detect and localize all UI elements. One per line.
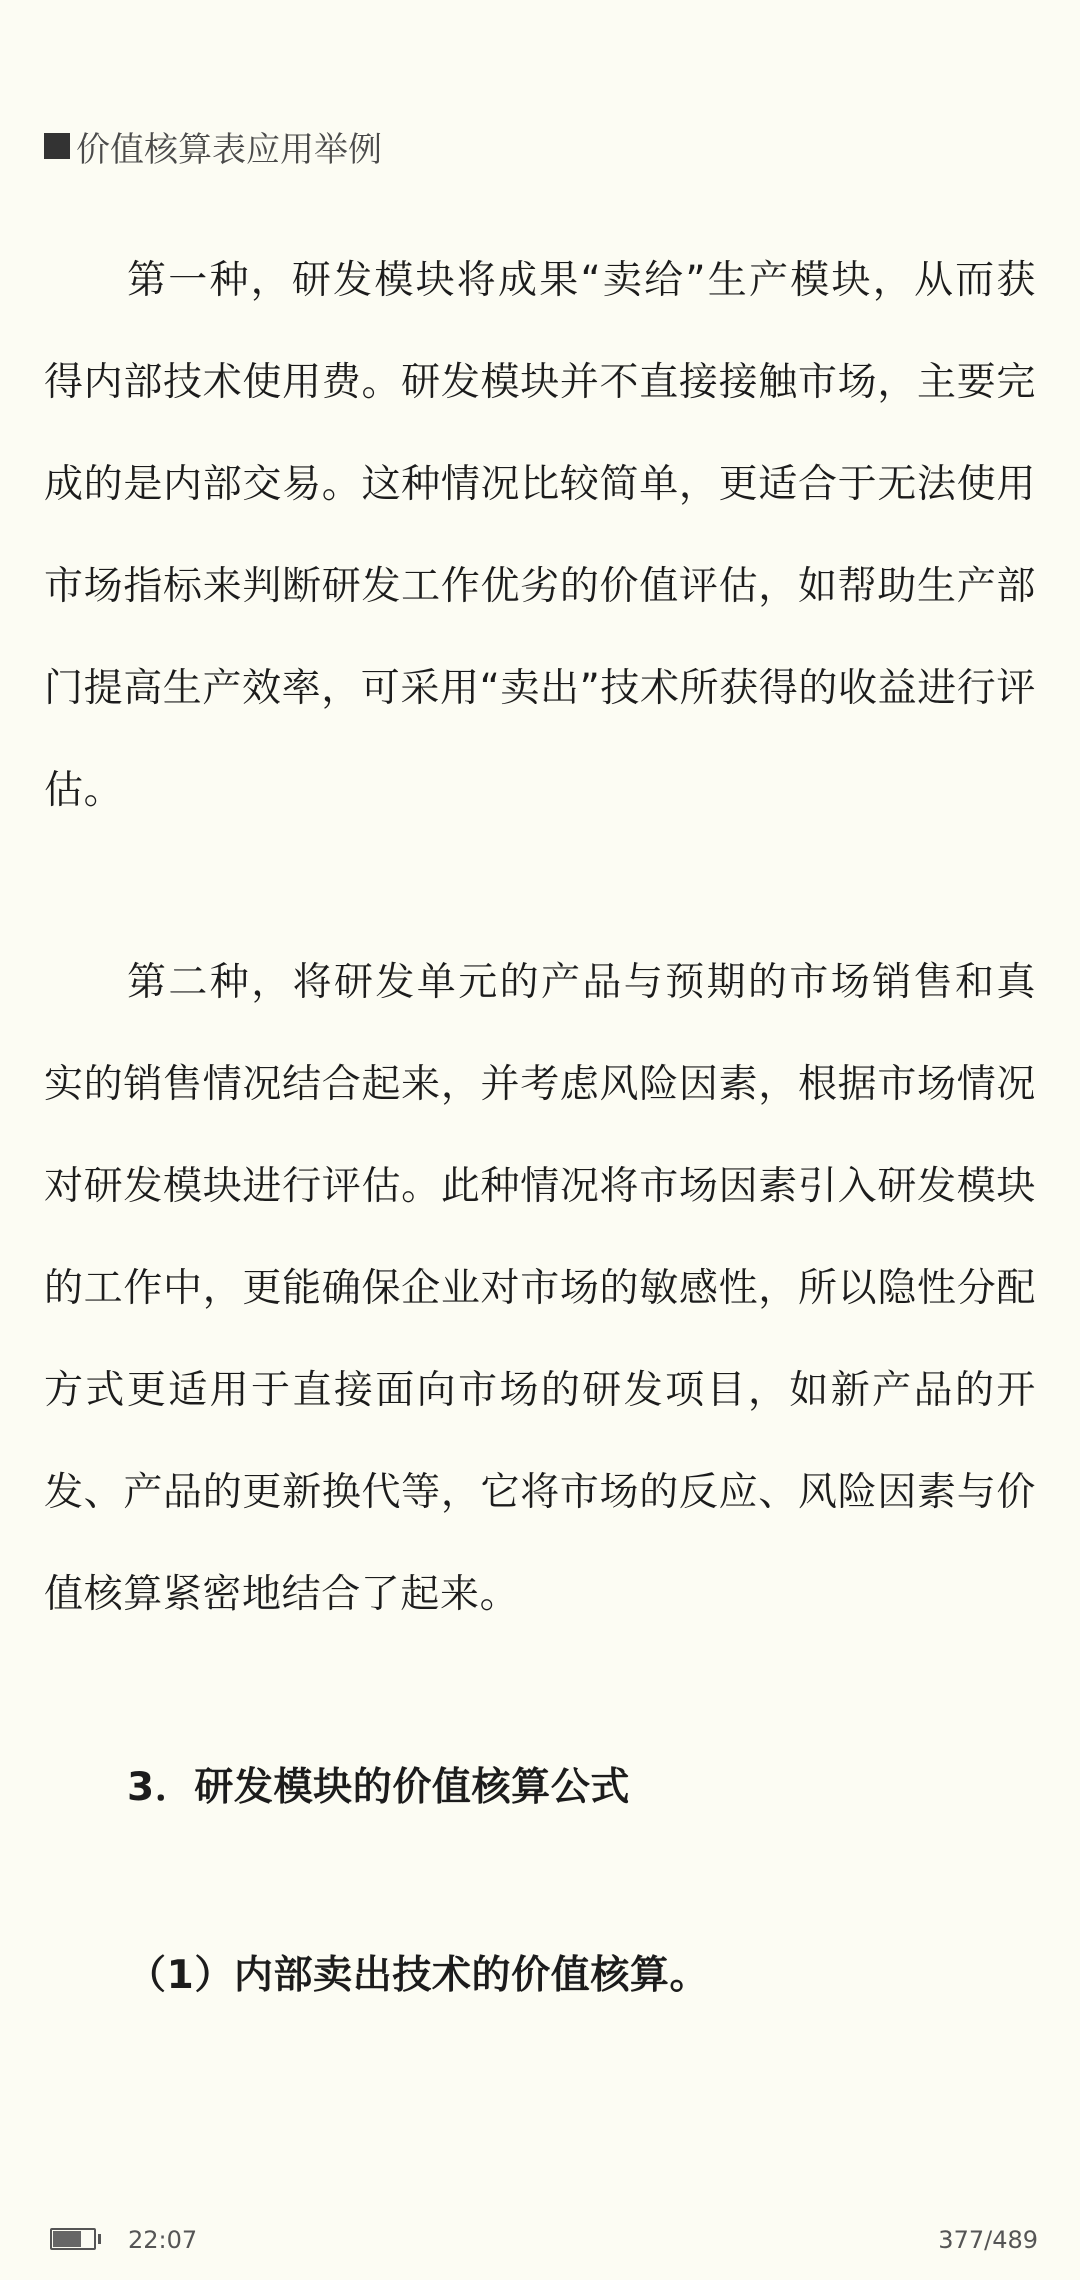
page-indicator: 377/489 [938,2226,1038,2254]
black-square-icon [44,133,70,159]
battery-icon [50,2228,100,2252]
status-time: 22:07 [128,2226,198,2254]
section-title: 价值核算表应用举例 [76,129,382,170]
battery-level [53,2231,81,2247]
subheading-formula: 3．研发模块的价值核算公式 [127,1765,630,1810]
body-paragraph-1: 第一种，研发模块将成果“卖给”生产模块，从而获得内部技术使用费。研发模块并不直接接触市场，主要完成的是内部交易。这种情况比较简单，更适合于无法使用市场指标来判断研发工作优劣的价值评估，如帮助生产部门提高生产效率，可采用“卖出”技术所获得的收益进行评估。 [44,258,1037,813]
reader-status-bar [0,2212,1080,2268]
section-header [44,120,382,172]
body-paragraph-2: 第二种，将研发单元的产品与预期的市场销售和真实的销售情况结合起来，并考虑风险因素，根据市场情况对研发模块进行评估。此种情况将市场因素引入研发模块的工作中，更能确保企业对市场的敏感性，所以隐性分配方式更适用于直接面向市场的研发项目，如新产品的开发、产品的更新换代等，它将市场的反应、风险因素与价值核算紧密地结合了起来。 [44,960,1036,1617]
subheading-internal-sale: （1）内部卖出技术的价值核算。 [127,1953,710,1998]
